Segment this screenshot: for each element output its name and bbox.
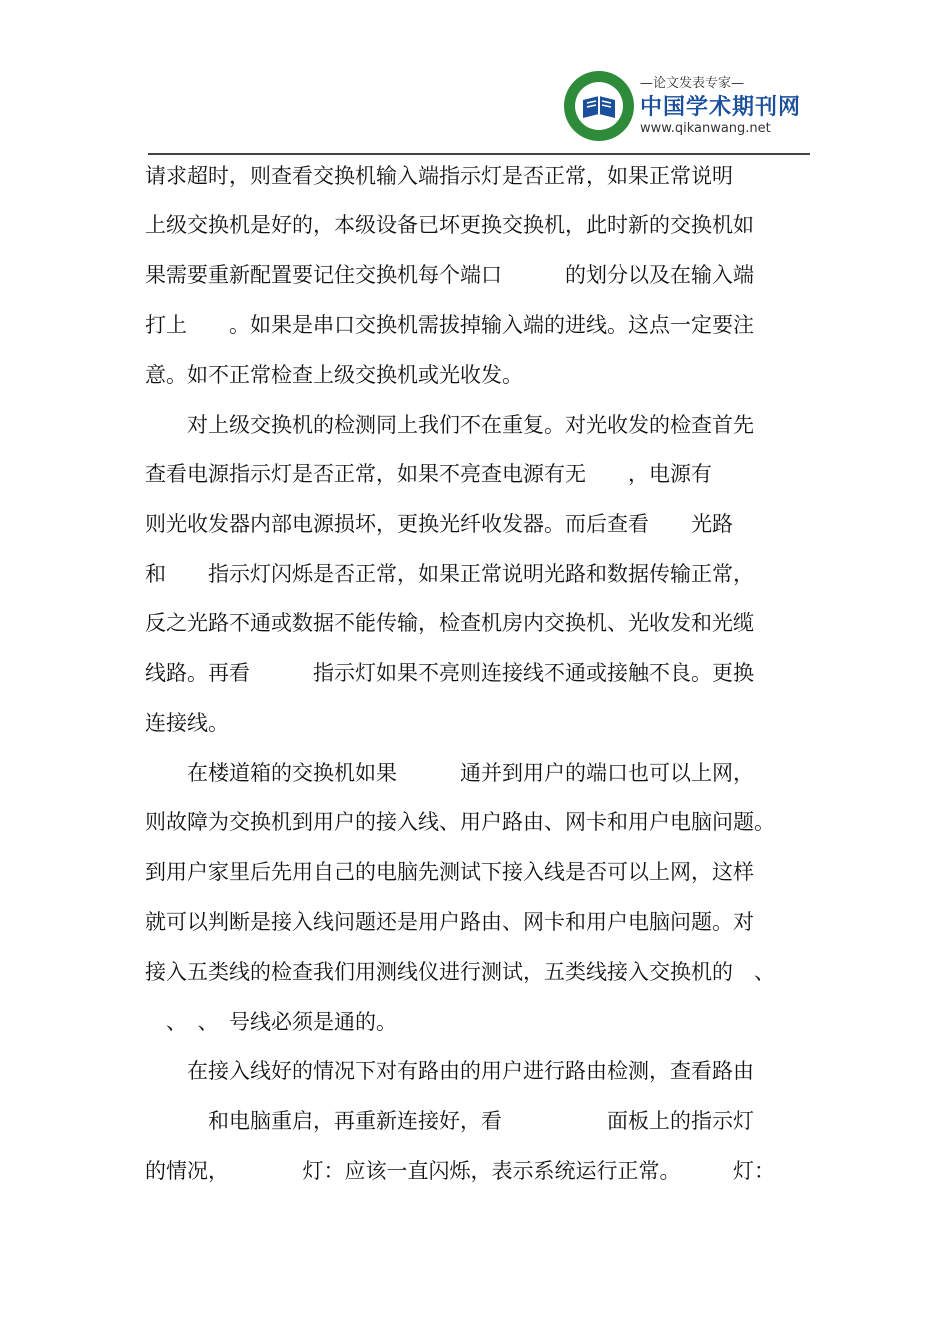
body-line: 的情况， 灯：应该一直闪烁，表示系统运行正常。 灯： xyxy=(145,1159,775,1183)
body-line: 对上级交换机的检测同上我们不在重复。对光收发的检查首先 xyxy=(145,413,754,437)
body-line: 和 指示灯闪烁是否正常，如果正常说明光路和数据传输正常， xyxy=(145,562,754,586)
body-line: 连接线。 xyxy=(145,711,229,735)
body-line: 则故障为交换机到用户的接入线、用户路由、网卡和用户电脑问题。 xyxy=(145,810,775,834)
qikanwang-logo-icon xyxy=(563,70,635,142)
logo-brand-name: 中国学术期刊网 xyxy=(640,95,802,120)
body-line: 意。如不正常检查上级交换机或光收发。 xyxy=(145,363,523,387)
body-line: 反之光路不通或数据不能传输，检查机房内交换机、光收发和光缆 xyxy=(145,611,754,635)
body-line: 在接入线好的情况下对有路由的用户进行路由检测，查看路由 xyxy=(145,1059,754,1083)
body-line: 、 、 号线必须是通的。 xyxy=(145,1010,397,1034)
body-line: 到用户家里后先用自己的电脑先测试下接入线是否可以上网，这样 xyxy=(145,860,754,884)
body-line: 打上 。如果是串口交换机需拔掉输入端的进线。这点一定要注 xyxy=(145,313,754,337)
body-line: 就可以判断是接入线问题还是用户路由、网卡和用户电脑问题。对 xyxy=(145,910,754,934)
logo-url: www.qikanwang.net xyxy=(640,121,771,136)
header-divider xyxy=(148,153,810,155)
body-line: 请求超时，则查看交换机输入端指示灯是否正常，如果正常说明 xyxy=(145,164,733,188)
body-line: 接入五类线的检查我们用测线仪进行测试，五类线接入交换机的 、 xyxy=(145,960,775,984)
body-line: 在楼道箱的交换机如果 通并到用户的端口也可以上网， xyxy=(145,761,754,785)
body-line: 果需要重新配置要记住交换机每个端口 的划分以及在输入端 xyxy=(145,263,754,287)
body-line: 线路。再看 指示灯如果不亮则连接线不通或接触不良。更换 xyxy=(145,661,754,685)
body-line: 查看电源指示灯是否正常，如果不亮查电源有无 ，电源有 xyxy=(145,462,712,486)
logo-tagline: —论文发表专家— xyxy=(640,76,745,91)
body-line: 上级交换机是好的，本级设备已坏更换交换机，此时新的交换机如 xyxy=(145,213,754,237)
body-line: 和电脑重启，再重新连接好，看 面板上的指示灯 xyxy=(145,1109,754,1133)
page-header xyxy=(0,0,950,155)
body-line: 则光收发器内部电源损坏，更换光纤收发器。而后查看 光路 xyxy=(145,512,733,536)
